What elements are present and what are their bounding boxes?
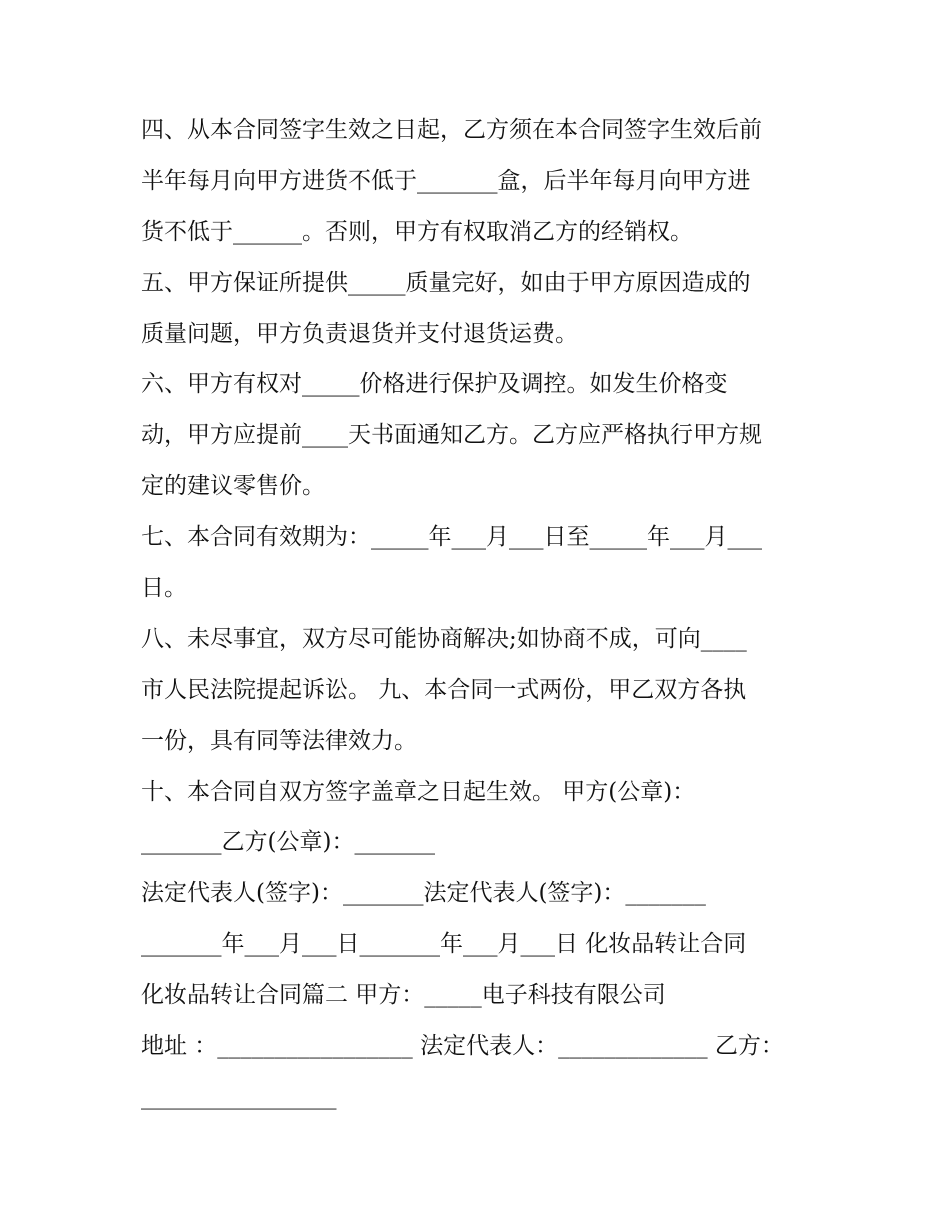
text-line: 质量问题，甲方负责退货并支付退货运费。 <box>141 320 578 347</box>
text-line: _______乙方(公章)：_______ <box>141 829 435 856</box>
text-line: 七、本合同有效期为：_____年___月___日至_____年___月___ <box>141 524 762 551</box>
text-line: 四、从本合同签字生效之日起，乙方须在本合同签字生效后前 <box>141 117 762 143</box>
text-line: 日。 <box>141 575 187 602</box>
text-line: 六、甲方有权对_____价格进行保护及调控。如发生价格变 <box>141 371 728 398</box>
text-line: 动，甲方应提前____天书面通知乙方。乙方应严格执行甲方规 <box>141 422 762 449</box>
text-line: 法定代表人(签字)：_______法定代表人(签字)：_______ <box>141 880 706 907</box>
text-line: 五、甲方保证所提供_____质量完好，如由于甲方原因造成的 <box>141 269 751 296</box>
text-line: 半年每月向甲方进货不低于_______盒，后半年每月向甲方进 <box>141 167 751 194</box>
text-line: 地址 ：_________________ 法定代表人：_____________ 乙方： <box>141 1033 784 1060</box>
contract-text <box>141 105 821 1123</box>
text-line: 一份，具有同等法律效力。 <box>141 727 417 754</box>
text-line: _________________ <box>141 1083 337 1110</box>
text-line: 化妆品转让合同篇二 甲方：_____电子科技有限公司 <box>141 982 666 1009</box>
text-line: 货不低于______。否则，甲方有权取消乙方的经销权。 <box>141 218 693 245</box>
text-line: 八、未尽事宜，双方尽可能协商解决;如协商不成，可向____ <box>141 625 747 652</box>
text-line: 市人民法院提起诉讼。 九、本合同一式两份，甲乙双方各执 <box>141 676 747 703</box>
text-line: 十、本合同自双方签字盖章之日起生效。 甲方(公章)： <box>141 778 696 805</box>
text-line: _______年___月___日_______年___月___日 化妆品转让合同 <box>141 931 747 958</box>
text-line: 定的建议零售价。 <box>141 473 325 500</box>
